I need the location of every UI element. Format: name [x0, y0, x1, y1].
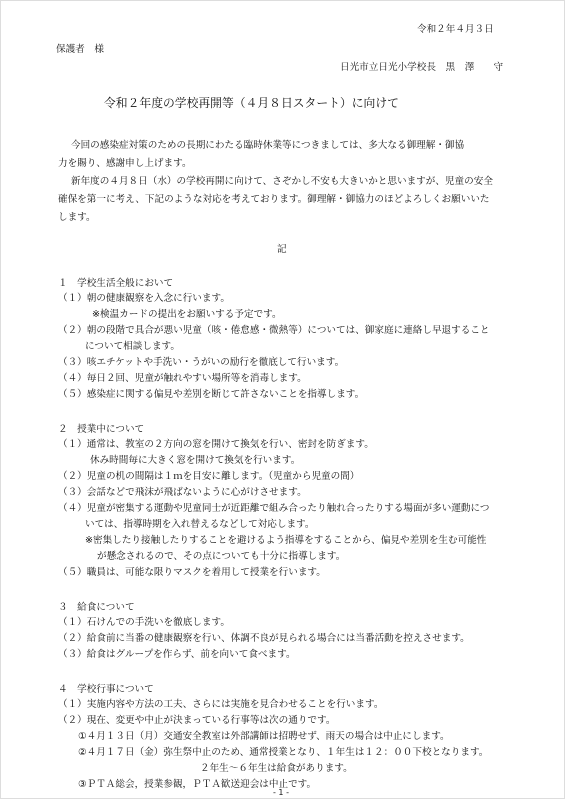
list-item: （３）咳エチケットや手洗い・うがいの励行を徹底して行います。 — [58, 357, 345, 368]
note-line: ※密集したり接触したりすることを避けるよう指導をすることから、偏見や差別を生む可能性 — [85, 535, 487, 546]
list-item: （５）職員は、可能な限りマスクを着用して授業を行います。 — [58, 567, 326, 578]
ki-marker: 記 — [277, 244, 287, 255]
intro-line: 新年度の４月８日（水）の学校再開に向けて、さぞかし不安も大きいかと思いますが、児童の安全 — [71, 176, 493, 187]
list-item: （２）給食前に当番の健康観察を行い、体調不良が見られる場合には当番活動を控えさせます。 — [58, 633, 470, 644]
list-item: （２）現在、変更や中止が決まっている行事等は次の通りです。 — [58, 715, 336, 726]
section-heading: ３ 給食について — [58, 602, 135, 613]
list-item: （２）朝の段階で具合が悪い児童（咳・倦怠感・微熱等）については、御家庭に連絡し早退すること — [58, 325, 490, 336]
intro-line: します。 — [58, 212, 96, 223]
intro-line: 今回の感染症対策のための長期にわたる臨時休業等につきましては、多大なる御理解・御協 — [71, 140, 465, 151]
document-title: 令和２年度の学校再開等（４月８日スタート）に向けて — [104, 96, 399, 110]
intro-line: 力を賜り、感謝申し上げます。 — [58, 158, 192, 169]
list-item: （１）朝の健康観察を入念に行います。 — [58, 293, 230, 304]
list-item: （１）石けんでの手洗いを徹底します。 — [58, 617, 230, 628]
event-item: ③ＰＴＡ総会，授業参観，ＰＴＡ歓送迎会は中止です。 — [78, 779, 317, 790]
list-item-continuation: 休み時間毎に大きく窓を開けて換気を行います。 — [90, 455, 301, 466]
list-item: （３）給食はグループを作らず、前を向いて食べます。 — [58, 649, 296, 660]
list-item: （２）児童の机の間隔は１ｍを目安に離します。（児童から児童の間） — [58, 471, 360, 482]
list-item: （３）会話などで飛沫が飛ばないように心がけさせます。 — [58, 487, 307, 498]
section-heading: ４ 学校行事について — [58, 684, 154, 695]
list-item: （１）通常は、教室の２方向の窓を開けて換気を行い、密封を防ぎます。 — [58, 439, 374, 450]
recipient: 保護者 様 — [56, 44, 104, 55]
sender: 日光市立日光小学校長 黒 澤 守 — [340, 62, 504, 73]
note-line: が懸念されるので、その点についても十分に指導します。 — [97, 551, 346, 562]
event-item-continuation: ２年生～６年生は給食があります。 — [200, 763, 353, 774]
note-line: ※検温カードの提出をお願いする予定です。 — [92, 309, 282, 320]
intro-line: 確保を第一に考え、下記のような対応を考えております。御理解・御協力のほどよろしくお願いいた — [58, 194, 490, 205]
section-heading: １ 学校生活全般において — [58, 278, 174, 289]
list-item: （４）児童が密集する運動や児童同士が近距離で組み合ったり触れ合ったりする場面が多い運動につ — [58, 503, 490, 514]
document-date: 令和２年４月３日 — [417, 24, 494, 35]
event-item: ①４月１３日（月）交通安全教室は外部講師は招聘せず、雨天の場合は中止にします。 — [78, 731, 450, 742]
list-item-continuation: について相談します。 — [85, 341, 180, 352]
list-item: （１）実施内容や方法の工夫、さらには実施を見合わせることを行います。 — [58, 699, 384, 710]
section-heading: ２ 授業中について — [58, 424, 145, 435]
list-item-continuation: いては、指導時期を入れ替えるなどして対応します。 — [85, 519, 315, 530]
list-item: （５）感染症に関する偏見や差別を断じて許さないことを指導します。 — [58, 389, 365, 400]
list-item: （４）毎日２回、児童が触れやすい場所等を消毒します。 — [58, 373, 307, 384]
event-item: ②４月１７日（金）弥生祭中止のため、通常授業となり、１年生は１２：００下校となります。 — [78, 747, 489, 758]
page-number: - 1 - — [273, 788, 289, 797]
